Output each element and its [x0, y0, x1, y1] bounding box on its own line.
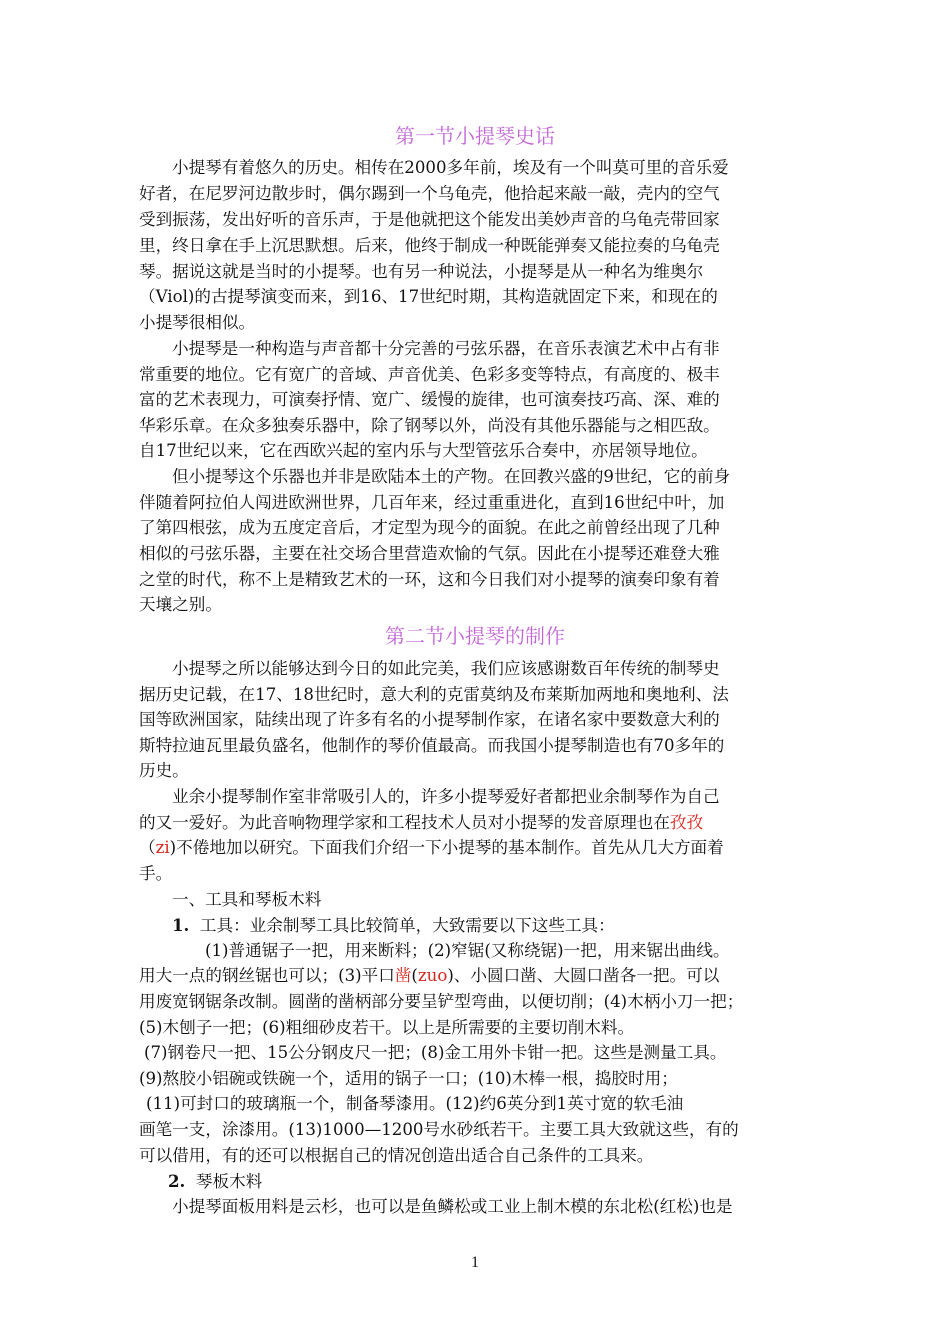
- subheading-tools-wood: 一、工具和琴板木料: [172, 890, 322, 909]
- s1-line-3: 受到振荡，发出好听的音乐声，于是他就把这个能发出美妙声音的乌龟壳带回家: [139, 210, 720, 229]
- tools-line-6: (9)熬胶小铝碗或铁碗一个，适用的锅子一口；(10)木棒一根，捣胶时用；: [139, 1069, 678, 1088]
- tools-line-2: [139, 963, 719, 989]
- s1-line-12: 自17世纪以来，它在西欧兴起的室内乐与大型管弦乐合奏中，亦居领导地位。: [139, 441, 708, 460]
- s1-line-8: 小提琴是一种构造与声音都十分完善的弓弦乐器，在音乐表演艺术中占有非: [172, 339, 720, 358]
- tools-line-7: (11)可封口的玻璃瓶一个，制备琴漆用。(12)约6英分到1英寸宽的软毛油: [146, 1094, 684, 1113]
- s1-line-11: 华彩乐章。在众多独奏乐器中，除了钢琴以外，尚没有其他乐器能与之相匹敌。: [139, 416, 720, 435]
- tools-line-3: 用废宽钢锯条改制。圆凿的凿柄部分要呈铲型弯曲，以便切削；(4)木柄小刀一把；: [139, 992, 744, 1011]
- s1-line-10: 富的艺术表现力，可演奏抒情、宽广、缓慢的旋律，也可演奏技巧高、深、难的: [139, 390, 720, 409]
- s1-line-17: 之堂的时代，称不上是精致艺术的一环，这和今日我们对小提琴的演奏印象有着: [139, 570, 720, 589]
- s1-line-5: 琴。据说这就是当时的小提琴。也有另一种说法，小提琴是从一种名为维奥尔: [139, 262, 704, 281]
- s1-line-15: 了第四根弦，成为五度定音后，才定型为现今的面貌。在此之前曾经出现了几种: [139, 518, 720, 537]
- s2-line-6: 业余小提琴制作室非常吸引人的，许多小提琴爱好者都把业余制琴作为自己: [172, 787, 720, 806]
- s2-line-2: 据历史记载，在17、18世纪时，意大利的克雷莫纳及布莱斯加两地和奥地利、法: [139, 685, 729, 704]
- tools-line-2c: )、小圆口凿、大圆口凿各一把。可以: [447, 966, 720, 985]
- paren-open: （: [139, 838, 156, 857]
- item-2-number: 2.: [168, 1171, 186, 1191]
- s1-line-18: 天壤之别。: [139, 595, 222, 614]
- annotation-zizi: 孜孜: [670, 813, 704, 832]
- tools-line-9: 可以借用，有的还可以根据自己的情况创造出适合自己条件的工具来。: [139, 1146, 654, 1165]
- section-2-title: 第二节小提琴的制作: [385, 624, 565, 648]
- tools-line-2a: 用大一点的钢丝锯也可以；(3)平口: [139, 966, 395, 985]
- s1-line-14: 伴随着阿拉伯人闯进欧洲世界，几百年来，经过重重进化，直到16世纪中叶，加: [139, 493, 725, 512]
- item-1: [172, 912, 615, 939]
- pinyin-zuo: zuo: [417, 966, 448, 985]
- s2-line-3: 国等欧洲国家，陆续出现了许多有名的小提琴制作家，在诸名家中要数意大利的: [139, 710, 720, 729]
- s2-line-9: 手。: [139, 864, 173, 883]
- pinyin-zi: zi: [155, 838, 170, 857]
- item-2: [168, 1168, 262, 1195]
- s1-line-4: 里，终日拿在手上沉思默想。后来，他终于制成一种既能弹奏又能拉奏的乌龟壳: [139, 236, 720, 255]
- page-number: 1: [471, 1254, 479, 1271]
- s2-line-8-text: )不倦地加以研究。下面我们介绍一下小提琴的基本制作。首先从几大方面着: [169, 838, 724, 857]
- s1-line-7: 小提琴很相似。: [139, 313, 256, 332]
- tools-line-8: 画笔一支，涂漆用。(13)1000—1200号水砂纸若干。主要工具大致就这些，有的: [139, 1120, 739, 1139]
- s1-line-1: 小提琴有着悠久的历史。相传在2000多年前，埃及有一个叫莫可里的音乐爱: [172, 158, 729, 177]
- item-1-number: 1.: [172, 915, 190, 935]
- s1-line-13: 但小提琴这个乐器也并非是欧陆本土的产物。在回教兴盛的9世纪，它的前身: [172, 467, 731, 486]
- annotation-zao: 凿: [394, 966, 412, 985]
- s2-line-7-text: 的又一爱好。为此音响物理学家和工程技术人员对小提琴的发音原理也在: [139, 813, 670, 832]
- s2-line-5: 历史。: [139, 761, 189, 780]
- section-1-title: 第一节小提琴史话: [395, 124, 555, 148]
- item-1-text: 工具：业余制琴工具比较简单，大致需要以下这些工具：: [199, 916, 615, 935]
- s2-last-line: 小提琴面板用料是云杉，也可以是鱼鳞松或工业上制木模的东北松(红松)也是: [172, 1197, 733, 1216]
- tools-line-1: (1)普通锯子一把，用来断料；(2)窄锯(又称绕锯)一把，用来锯出曲线。: [205, 941, 730, 960]
- s2-line-1: 小提琴之所以能够达到今日的如此完美，我们应该感谢数百年传统的制琴史: [172, 659, 720, 678]
- tools-line-4: (5)木刨子一把；(6)粗细砂皮若干。以上是所需要的主要切削木料。: [139, 1018, 635, 1037]
- item-2-text: 琴板木料: [195, 1172, 263, 1191]
- s1-line-6: （Viol)的古提琴演变而来，到16、17世纪时期，其构造就固定下来，和现在的: [139, 287, 718, 306]
- s2-line-8: [139, 835, 724, 861]
- tools-line-2b: (: [411, 966, 418, 985]
- s2-line-4: 斯特拉迪瓦里最负盛名，他制作的琴价值最高。而我国小提琴制造也有70多年的: [139, 736, 725, 755]
- s1-line-9: 常重要的地位。它有宽广的音域、声音优美、色彩多变等特点，有高度的、极丰: [139, 365, 720, 384]
- s2-line-7: [139, 810, 703, 836]
- s1-line-2: 好者，在尼罗河边散步时，偶尔踢到一个乌龟壳，他拾起来敲一敲，壳内的空气: [139, 184, 720, 203]
- s1-line-16: 相似的弓弦乐器，主要在社交场合里营造欢愉的气氛。因此在小提琴还难登大雅: [139, 544, 720, 563]
- tools-line-5: (7)钢卷尺一把、15公分钢皮尺一把；(8)金工用外卡钳一把。这些是测量工具。: [144, 1043, 727, 1062]
